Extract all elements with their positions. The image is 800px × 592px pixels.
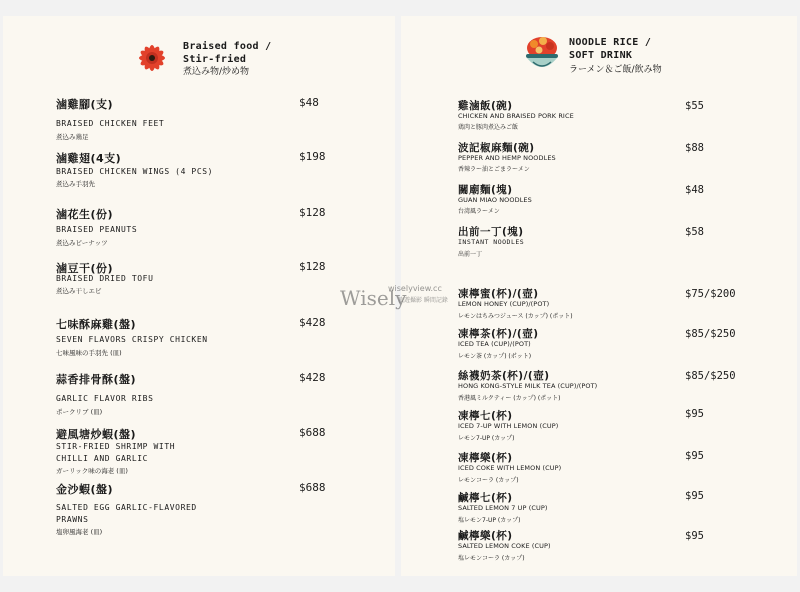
item-price: $95 [685, 530, 704, 542]
item-name-jp: 塩レモンコーラ (カップ) [458, 555, 525, 562]
item-price: $428 [299, 316, 326, 329]
item-name-jp: 煮込み干しエビ [56, 287, 102, 295]
item-name-en: BRAISED CHICKEN FEET [56, 119, 165, 128]
item-name-jp: レモンはちみつジュース (カップ) (ポット) [458, 313, 573, 320]
item-name-en: PEPPER AND HEMP NOODLES [458, 154, 556, 162]
item-price: $95 [685, 450, 704, 462]
item-price: $55 [685, 100, 704, 112]
header-title-line1: NOODLE RICE / [569, 37, 652, 48]
item-name-en-line2: CHILLI AND GARLIC [56, 454, 149, 463]
item-price: $75/$200 [685, 288, 736, 300]
item-name-jp: 香港風ミルクティー (カップ) (ポット) [458, 395, 561, 402]
item-name-jp: 煮込み鶏足 [56, 133, 89, 141]
item-name-jp: 塩卵風海老 (皿) [56, 528, 103, 536]
item-name-en: HONG KONG-STYLE MILK TEA (CUP)/(POT) [458, 382, 598, 390]
item-name-jp: レモン7-UP (カップ) [458, 435, 515, 442]
item-price: $688 [299, 426, 326, 439]
item-name-en: BRAISED CHICKEN WINGS (4 PCS) [56, 167, 214, 176]
item-name-zh: 避風塘炒蝦(盤) [56, 428, 137, 441]
item-name-zh: 關廟麵(塊) [458, 184, 513, 196]
item-name-jp: 煮込みピーナッツ [56, 239, 108, 247]
item-name-zh: 凍檸七(杯) [458, 410, 513, 422]
item-name-en: SALTED EGG GARLIC-FLAVORED [56, 503, 197, 512]
item-name-jp: 台湾風ラーメン [458, 208, 500, 215]
watermark-logo-text: Wisely [340, 286, 407, 310]
item-name-jp: 七味風味の手羽先 (皿) [56, 349, 122, 357]
header-title-line2: SOFT DRINK [569, 50, 633, 61]
item-name-en: CHICKEN AND BRAISED PORK RICE [458, 112, 574, 120]
item-name-zh: 波記椒麻麵(碗) [458, 142, 535, 154]
header-title-line2: Stir-fried [183, 54, 247, 65]
item-price: $95 [685, 408, 704, 420]
item-name-jp: レモンコーラ (カップ) [458, 477, 519, 484]
item-price: $85/$250 [685, 370, 736, 382]
item-name-zh: 金沙蝦(盤) [56, 483, 114, 496]
item-name-jp: 香辣ラー油とごまラーメン [458, 166, 530, 173]
item-name-jp: レモン茶 (カップ) (ポット) [458, 353, 532, 360]
item-price: $48 [299, 96, 319, 109]
item-name-en: GARLIC FLAVOR RIBS [56, 394, 154, 403]
item-price: $428 [299, 371, 326, 384]
item-price: $128 [299, 260, 326, 273]
item-name-jp: 出前一丁 [458, 251, 483, 258]
item-name-en: GUAN MIAO NOODLES [458, 196, 532, 204]
item-name-zh: 鹹檸樂(杯) [458, 530, 513, 542]
item-name-zh: 凍檸樂(杯) [458, 452, 513, 464]
flower-icon [129, 38, 175, 78]
item-price: $95 [685, 490, 704, 502]
item-price: $58 [685, 226, 704, 238]
noodle-bowl-icon [521, 32, 563, 76]
header-title-line1: Braised food / [183, 41, 272, 52]
item-price: $688 [299, 481, 326, 494]
watermark-tagline: 旅遊攝影 瞬間記錄 [398, 297, 448, 304]
item-name-en: INSTANT NOODLES [458, 238, 525, 246]
item-name-zh: 凍檸茶(杯)/(壺) [458, 328, 539, 340]
menu-page-left [3, 16, 395, 576]
item-price: $48 [685, 184, 704, 196]
item-name-en: STIR-FRIED SHRIMP WITH [56, 442, 176, 451]
item-name-zh: 凍檸蜜(杯)/(壺) [458, 288, 539, 300]
watermark [340, 278, 464, 318]
item-name-zh: 滷豆干(份) [56, 262, 114, 275]
item-name-en: BRAISED DRIED TOFU [56, 274, 154, 283]
item-name-zh: 滷雞腳(支) [56, 98, 114, 111]
item-name-jp: ガーリック味の海老 (皿) [56, 467, 128, 475]
item-price: $85/$250 [685, 328, 736, 340]
item-price: $88 [685, 142, 704, 154]
item-name-zh: 絲襪奶茶(杯)/(壺) [458, 370, 550, 382]
watermark-url: wiselyview.cc [388, 284, 442, 293]
item-name-zh: 滷花生(份) [56, 208, 114, 221]
item-name-en-line2: PRAWNS [56, 515, 89, 524]
item-name-en: LEMON HONEY (CUP)/(POT) [458, 300, 550, 308]
item-name-jp: 鶏肉と豚肉煮込みご飯 [458, 124, 519, 131]
item-name-zh: 七味酥麻雞(盤) [56, 318, 137, 331]
item-name-en: SALTED LEMON COKE (CUP) [458, 542, 551, 550]
item-name-zh: 雞滷飯(碗) [458, 100, 513, 112]
item-name-zh: 出前一丁(塊) [458, 226, 524, 238]
item-name-en: ICED COKE WITH LEMON (CUP) [458, 464, 562, 472]
item-price: $198 [299, 150, 326, 163]
item-name-en: BRAISED PEANUTS [56, 225, 138, 234]
item-name-en: ICED TEA (CUP)/(POT) [458, 340, 531, 348]
item-name-zh: 蒜香排骨酥(盤) [56, 373, 137, 386]
item-name-jp: ポークリブ (皿) [56, 408, 103, 416]
header-title-jp: 煮込み物/炒め物 [183, 67, 250, 77]
header-title-jp: ラーメン＆ご飯/飲み物 [569, 65, 662, 75]
item-name-en: ICED 7-UP WITH LEMON (CUP) [458, 422, 559, 430]
item-name-en: SALTED LEMON 7 UP (CUP) [458, 504, 548, 512]
item-name-jp: 塩レモン7-UP (カップ) [458, 517, 521, 524]
item-price: $128 [299, 206, 326, 219]
item-name-zh: 鹹檸七(杯) [458, 492, 513, 504]
item-name-jp: 煮込み手羽先 [56, 180, 95, 188]
item-name-en: SEVEN FLAVORS CRISPY CHICKEN [56, 335, 208, 344]
item-name-zh: 滷雞翅(4支) [56, 152, 122, 165]
